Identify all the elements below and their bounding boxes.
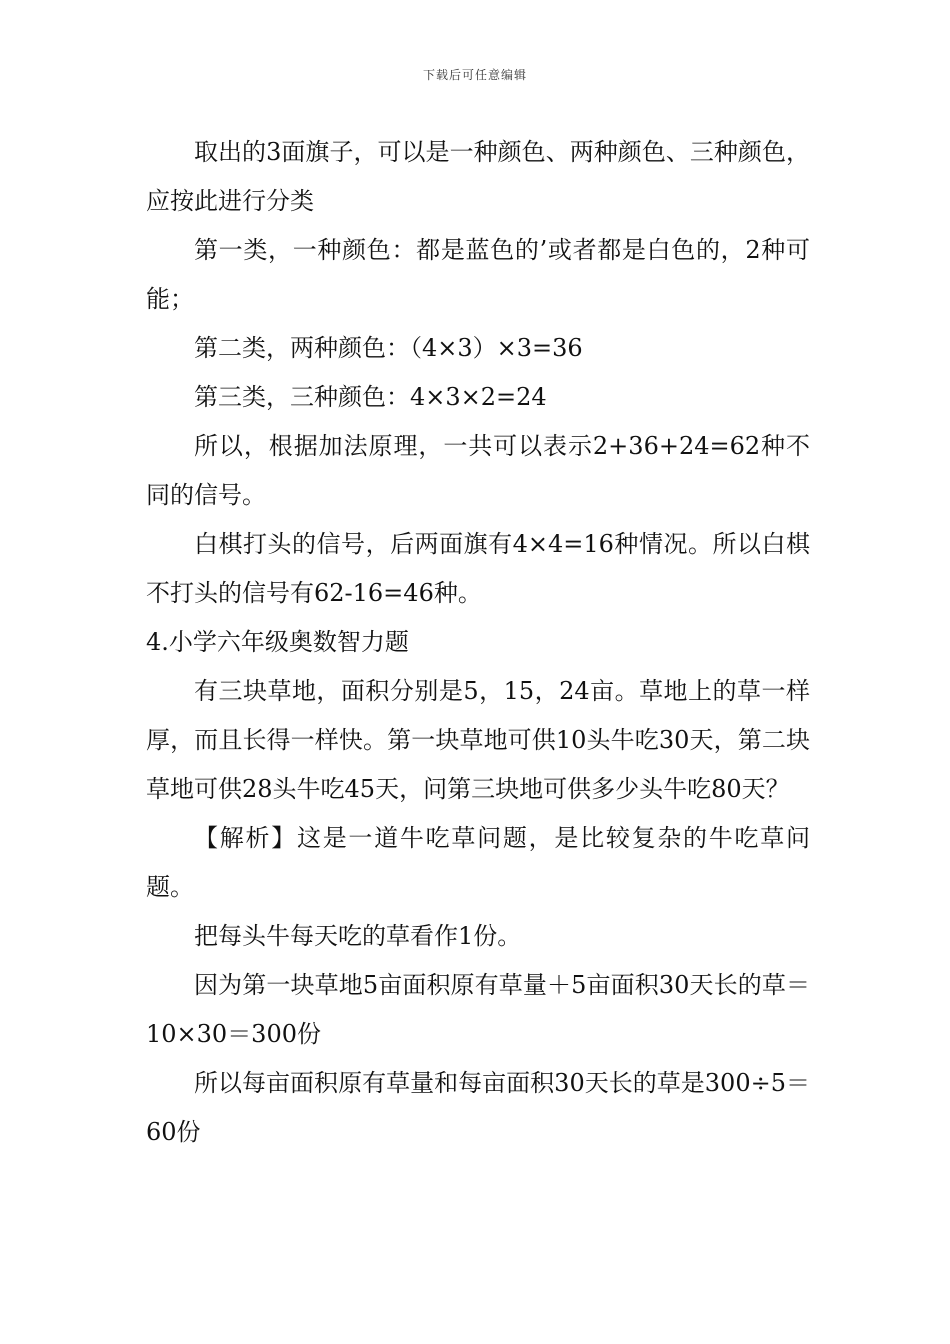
section-heading: 4.小学六年级奥数智力题 [146,628,409,656]
paragraph-grass-problem: 有三块草地，面积分别是5，15，24亩。草地上的草一样厚，而且长得一样快。第一块草地可供10头牛吃30天，第二块草地可供28头牛吃45天，问第三块地可供多少头牛吃80天？ [146,677,810,803]
paragraph-flag-classification: 取出的3面旗子，可以是一种颜色、两种颜色、三种颜色，应按此进行分类 [146,138,810,215]
paragraph-addition-principle: 所以，根据加法原理，一共可以表示2+36+24=62种不同的信号。 [146,432,810,509]
paragraph-analysis: 【解析】这是一道牛吃草问题，是比较复杂的牛吃草问题。 [146,824,810,901]
page-header: 下载后可任意编辑 [422,68,527,82]
paragraph-first-field: 因为第一块草地5亩面积原有草量＋5亩面积30天长的草＝10×30＝300份 [146,971,810,1048]
paragraph-per-acre: 所以每亩面积原有草量和每亩面积30天长的草是300÷5＝60份 [146,1069,810,1146]
paragraph-two-colors: 第二类，两种颜色：（4×3）×3=36 [194,334,583,362]
document-body [146,128,810,1157]
paragraph-unit-definition: 把每头牛每天吃的草看作1份。 [194,922,522,950]
paragraph-one-color: 第一类，一种颜色：都是蓝色的’或者都是白色的，2种可能； [146,236,810,313]
paragraph-three-colors: 第三类，三种颜色：4×3×2=24 [194,383,547,411]
paragraph-white-flag-first: 白棋打头的信号，后两面旗有4×4=16种情况。所以白棋不打头的信号有62-16=46种。 [146,530,810,607]
